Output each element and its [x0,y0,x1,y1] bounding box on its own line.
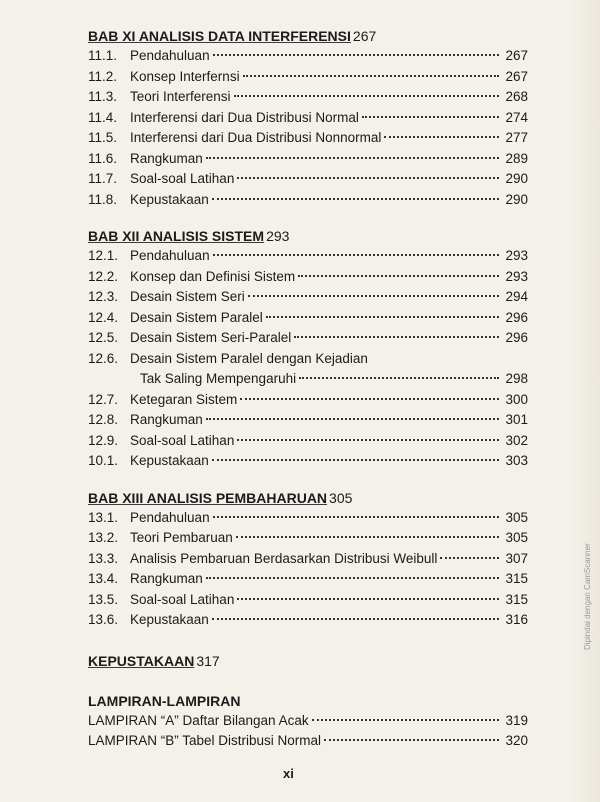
entry-number: 11.4. [88,109,118,125]
page-edge-shadow [568,0,600,802]
entry-number: 12.1. [88,248,119,263]
toc-entry [88,451,528,472]
entry-number: 12.2. [88,268,119,284]
entry-title: Soal-soal Latihan [130,171,235,186]
entry-title: Ketegaran Sistem [130,391,238,407]
toc-entry [88,549,528,570]
entry-number: 12.5. [88,330,119,345]
entry-number: 11.5. [88,130,118,145]
lampiran-entry-page: 320 [505,733,528,748]
leader-dots [243,75,499,77]
leader-dots [236,536,499,538]
spacer [88,210,528,226]
entry-title: Kepustakaan [130,612,209,627]
lampiran-entry-page: 319 [505,712,528,728]
kepustakaan-title: KEPUSTAKAAN [88,652,195,669]
lampiran-entry [88,711,528,732]
toc-entry-continuation [88,369,528,390]
entry-number: 11.8. [88,191,118,207]
entry-title: Soal-soal Latihan [130,591,235,607]
chapter-title: BAB XIII ANALISIS PEMBAHARUAN [88,489,328,506]
entry-page: 315 [505,571,528,586]
entry-title: Pendahuluan [130,248,210,263]
entry-page: 296 [505,330,528,345]
entry-title: Soal-soal Latihan [130,432,235,448]
entry-number: 12.6. [88,350,119,366]
kepustakaan-page: 317 [196,652,220,669]
entry-number: 11.7. [88,171,118,186]
entry-title: Desain Sistem Seri [130,289,245,304]
entry-page: 307 [505,550,528,566]
entry-number: 13.6. [88,612,119,627]
leader-dots [206,577,499,579]
entry-page: 296 [505,309,528,325]
toc-entry [88,610,528,631]
entry-page: 294 [505,289,528,304]
entry-page: 315 [505,591,528,607]
entry-page: 305 [505,530,528,545]
toc-entry [88,190,528,211]
toc-entry [88,349,528,370]
leader-dots [212,459,499,461]
leader-dots [237,177,499,179]
kepustakaan-heading [88,651,528,671]
entry-number: 12.4. [88,309,119,325]
chapter-page: 293 [266,228,290,244]
leader-dots [213,516,499,518]
toc-entry [88,590,528,611]
entry-title: Rangkuman [130,571,203,586]
entry-page: 274 [505,109,528,125]
leader-dots [213,54,499,56]
leader-dots [440,557,499,559]
entry-number: 12.3. [88,289,119,304]
lampiran-entry-title: LAMPIRAN “A” Daftar Bilangan Acak [88,712,309,728]
entry-page: 303 [505,453,528,468]
toc-entry [88,287,528,308]
leader-dots [298,275,499,277]
entry-title: Interferensi dari Dua Distribusi Normal [130,109,359,125]
entry-title-continuation: Tak Saling Mempengaruhi [140,371,297,386]
entry-page: 305 [505,509,528,525]
spacer [88,631,528,651]
toc-entry [88,67,528,88]
entry-title: Rangkuman [130,150,203,166]
lampiran-entry-title: LAMPIRAN “B” Tabel Distribusi Normal [88,733,322,748]
entry-number: 13.1. [88,509,119,525]
toc-entry [88,308,528,329]
entry-number: 13.4. [88,571,119,586]
entry-title: Kepustakaan [130,453,209,468]
leader-dots [212,198,499,200]
entry-title: Desain Sistem Seri-Paralel [130,330,292,345]
entry-page: 302 [505,432,528,448]
entry-page: 267 [505,68,528,84]
entry-title: Pendahuluan [130,509,210,525]
entry-page: 289 [505,150,528,166]
page-folio: xi [283,766,294,781]
entry-number: 11.1. [88,48,118,63]
toc-entry [88,410,528,431]
leader-dots [237,598,499,600]
chapter-title: BAB XII ANALISIS SISTEM [88,228,265,244]
entry-page: 316 [505,612,528,627]
toc-entry [88,128,528,149]
entry-number: 12.8. [88,412,119,427]
toc-entry [88,508,528,529]
entry-title: Desain Sistem Paralel dengan Kejadian [130,350,368,366]
entry-title: Desain Sistem Paralel [130,309,263,325]
leader-dots [206,418,499,420]
leader-dots [234,95,499,97]
toc-entry [88,267,528,288]
toc-entry [88,87,528,108]
entry-title: Analisis Pembaruan Berdasarkan Distribusi Weibull [130,550,438,566]
chapter-heading [88,26,528,46]
entry-title: Pendahuluan [130,48,210,63]
lampiran-entry [88,731,528,752]
spacer [88,671,528,691]
entry-number: 11.6. [88,150,118,166]
entry-number: 11.2. [88,68,118,84]
leader-dots [324,739,499,741]
entry-title: Interferensi dari Dua Distribusi Nonnormal [130,130,382,145]
chapter-page: 267 [352,28,377,44]
entry-page: 300 [505,391,528,407]
toc-entry [88,431,528,452]
chapter-heading [88,226,528,246]
leader-dots [384,136,499,138]
entry-number: 12.9. [88,432,119,448]
entry-page: 267 [505,48,528,63]
leader-dots [299,377,499,379]
leader-dots [237,439,499,441]
spacer [88,472,528,488]
leader-dots [294,336,499,338]
scanner-watermark: Dipindai dengan CamScanner [583,543,592,650]
entry-number: 12.7. [88,391,119,407]
entry-page: 293 [505,268,528,284]
entry-number: 13.5. [88,591,119,607]
chapter-title: BAB XI ANALISIS DATA INTERFERENSI [88,28,351,44]
chapter-page: 305 [329,489,353,506]
entry-title: Teori Pembaruan [130,530,233,545]
toc-entry [88,246,528,267]
toc-entry [88,169,528,190]
chapter-heading [88,488,528,508]
entry-title: Konsep Interfernsi [130,68,240,84]
leader-dots [248,295,499,297]
entry-title: Rangkuman [130,412,203,427]
entry-page: 298 [505,371,528,386]
leader-dots [312,719,499,721]
lampiran-heading [88,691,528,711]
lampiran-title: LAMPIRAN-LAMPIRAN [88,692,241,709]
entry-page: 290 [505,171,528,186]
entry-number: 13.2. [88,530,119,545]
entry-title: Kepustakaan [130,191,209,207]
toc-entry [88,528,528,549]
leader-dots [213,254,499,256]
entry-number: 10.1. [88,453,119,468]
entry-title: Teori Interferensi [130,89,231,104]
leader-dots [362,116,499,118]
entry-page: 277 [505,130,528,145]
entry-page: 268 [505,89,528,104]
toc-entry [88,328,528,349]
toc-entry [88,390,528,411]
toc-entry [88,46,528,67]
table-of-contents [88,26,528,752]
entry-number: 13.3. [88,550,119,566]
leader-dots [266,316,499,318]
leader-dots [240,398,499,400]
entry-title: Konsep dan Definisi Sistem [130,268,296,284]
entry-number: 11.3. [88,89,118,104]
leader-dots [206,157,499,159]
entry-page: 293 [505,248,528,263]
toc-entry [88,108,528,129]
leader-dots [212,618,499,620]
entry-page: 301 [505,412,528,427]
toc-entry [88,149,528,170]
toc-entry [88,569,528,590]
entry-page: 290 [505,191,528,207]
